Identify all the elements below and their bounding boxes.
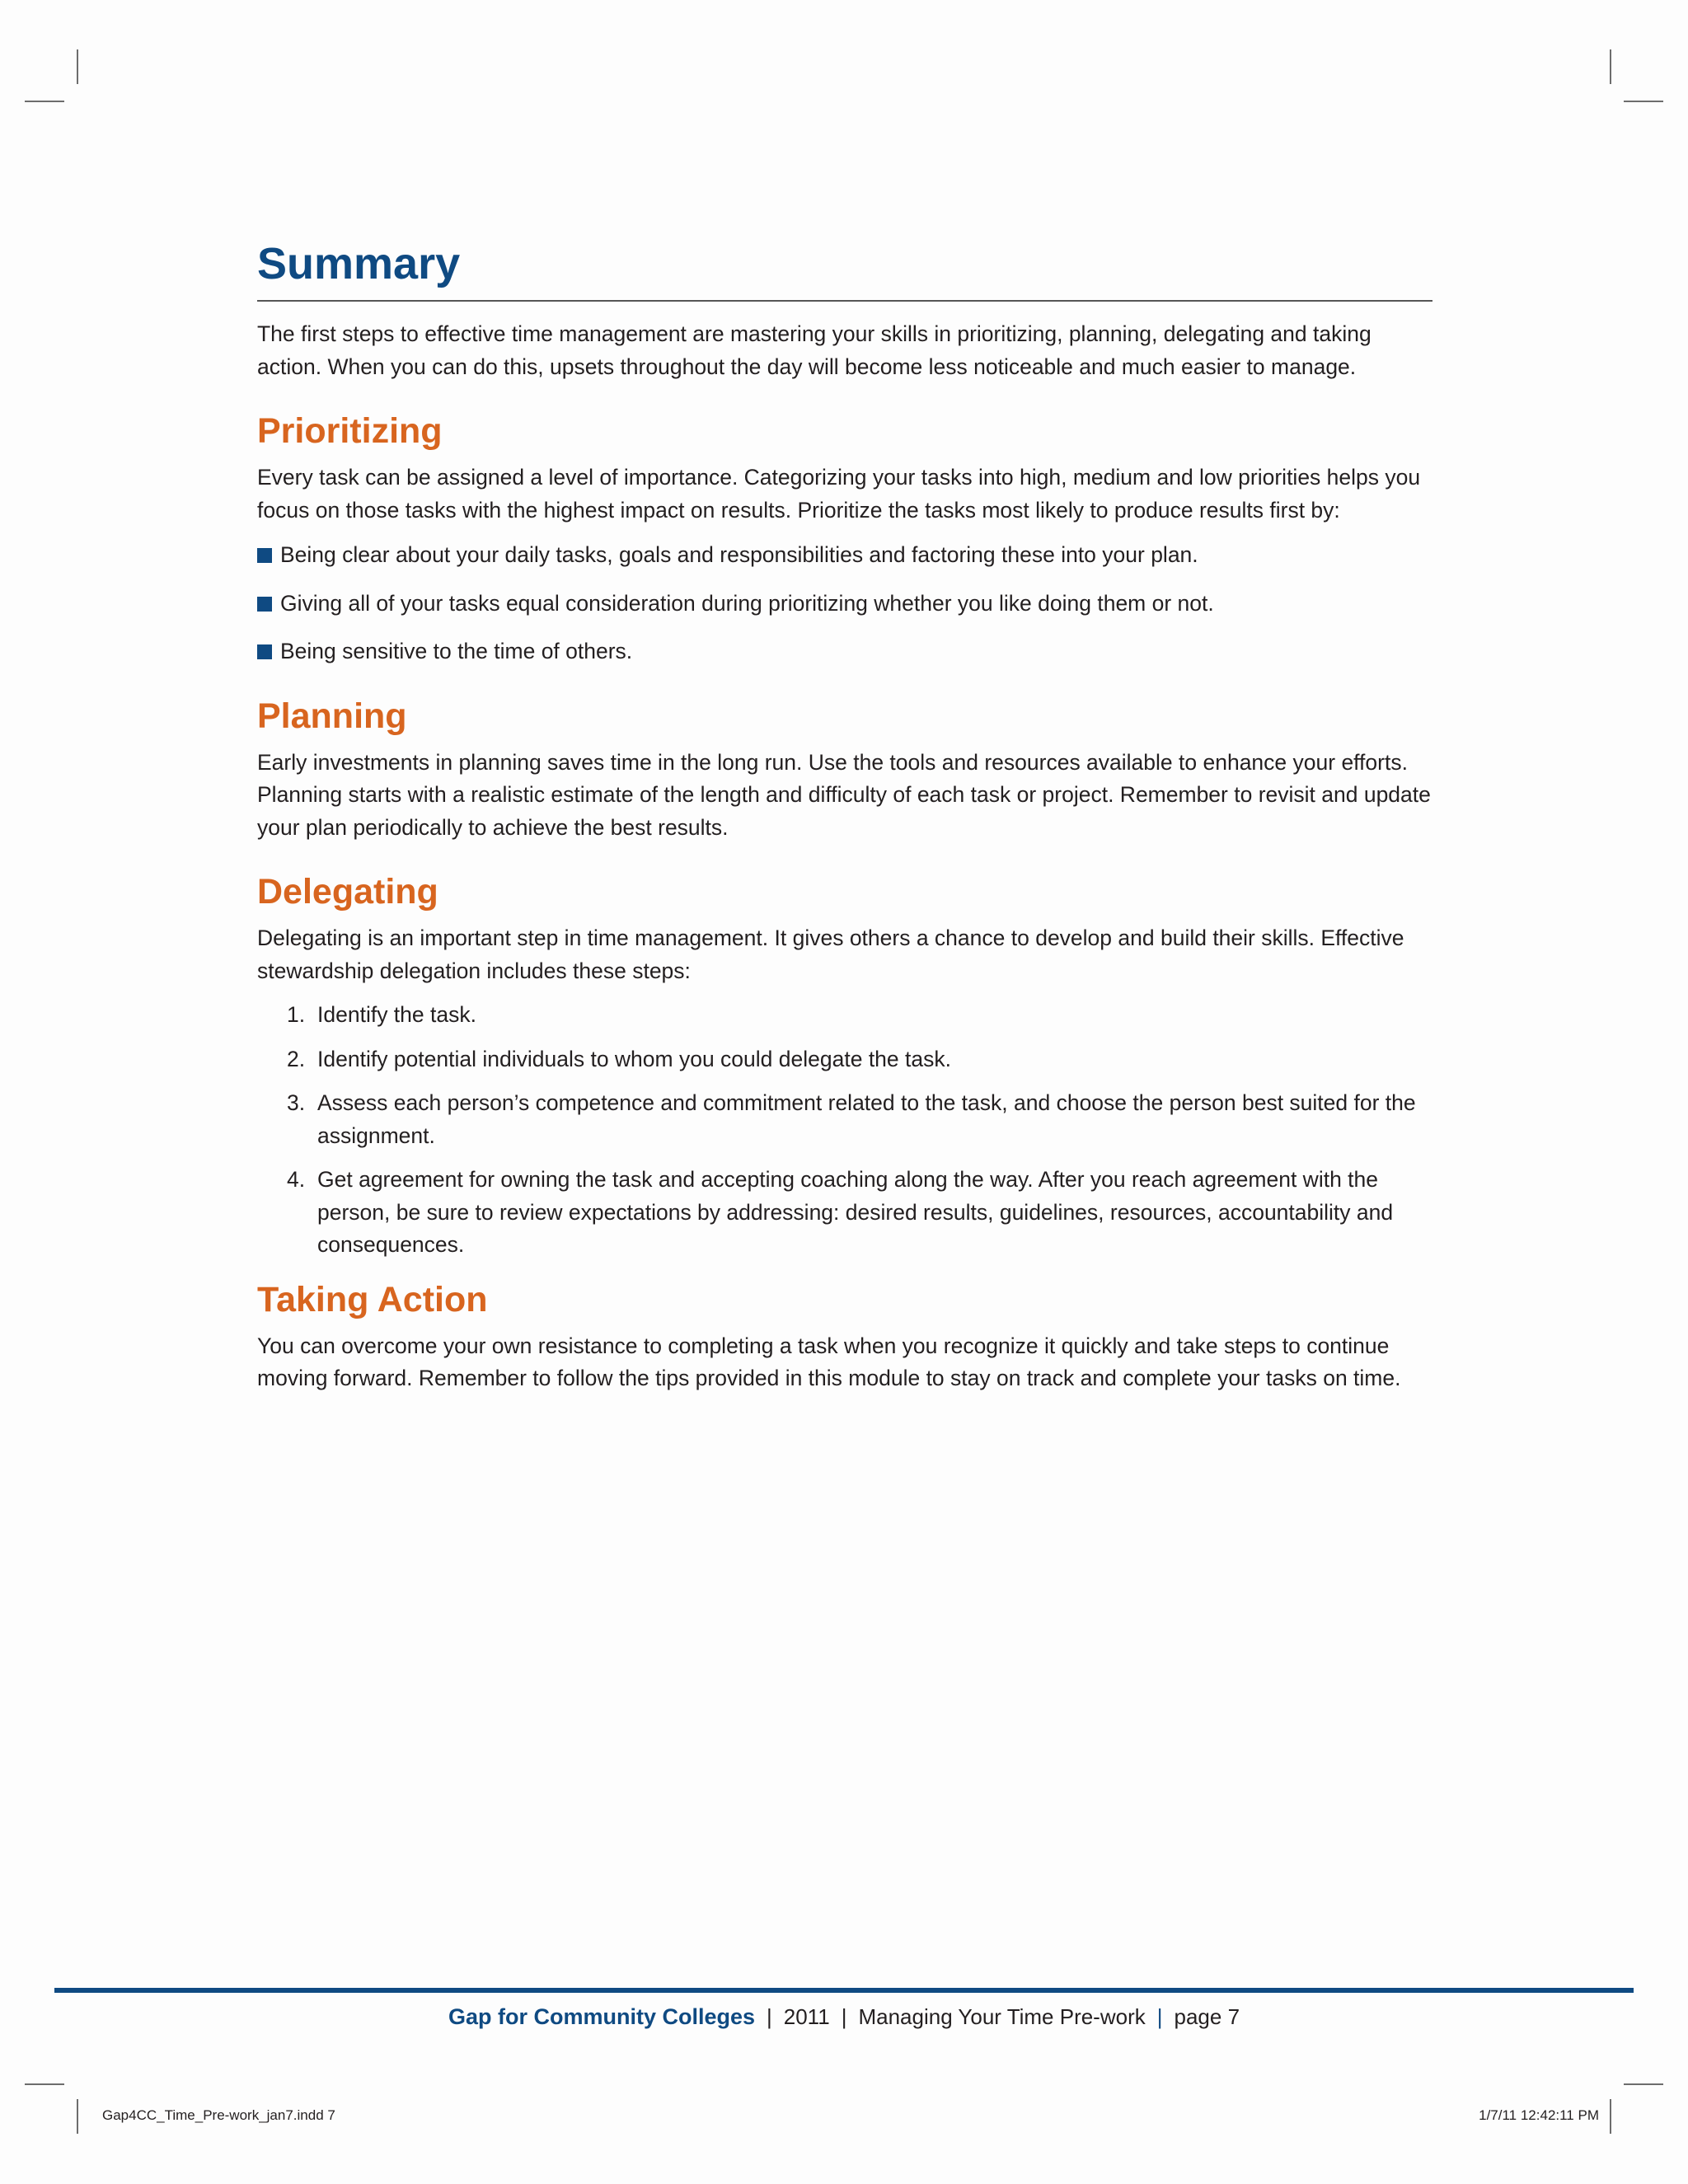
taking-action-heading: Taking Action — [257, 1279, 488, 1319]
footer-brand: Gap for Community Colleges — [448, 2004, 755, 2029]
step-text: Get agreement for owning the task and accepting coaching along the way. After you reach agreement with the person, be sure to review expectations by addressing: desired results, guidelines, resources, accountability and consequences. — [317, 1167, 1394, 1257]
delegation-steps-list — [257, 999, 1432, 1262]
footer-divider — [54, 1988, 1634, 1993]
footer-year: 2011 — [783, 2004, 830, 2029]
step-number: 2. — [287, 1046, 306, 1071]
title-divider — [257, 300, 1432, 302]
bullet-text: Being clear about your daily tasks, goals and responsibilities and factoring these into your plan. — [280, 542, 1198, 567]
step-text: Assess each person’s competence and commitment related to the task, and choose the person best suited for the assignment. — [317, 1090, 1416, 1148]
list-item — [257, 1164, 1432, 1262]
planning-paragraph: Early investments in planning saves time in the long run. Use the tools and resources available to enhance your efforts. Planning starts with a realistic estimate of the length and difficulty of each task or project. Remember to revisit and update your plan periodically to achieve the best results. — [257, 749, 1431, 840]
delegating-paragraph: Delegating is an important step in time management. It gives others a chance to develop and build their skills. Effective stewardship delegation includes these steps: — [257, 926, 1404, 983]
bullet-text: Being sensitive to the time of others. — [280, 639, 633, 663]
bullet-text: Giving all of your tasks equal consideration during prioritizing whether you like doing them or not. — [280, 590, 1214, 616]
crop-mark-bottom-right-vertical — [1610, 2099, 1611, 2134]
list-item — [257, 588, 1432, 621]
step-number: 4. — [287, 1167, 306, 1192]
taking-action-paragraph: You can overcome your own resistance to completing a task when you recognize it quickly and take steps to continue moving forward. Remember to follow the tips provided in this module to stay on track and complete your tasks on time. — [257, 1333, 1401, 1390]
prioritizing-paragraph: Every task can be assigned a level of importance. Categorizing your tasks into high, medium and low priorities helps you focus on those tasks with the highest impact on results. Prioritize the tasks most likely to produce results first by: — [257, 465, 1421, 523]
crop-mark-top-left-vertical — [77, 49, 78, 84]
list-item — [257, 1087, 1432, 1152]
footer-module: Managing Your Time Pre-work — [858, 2004, 1146, 2029]
crop-mark-bottom-left-horizontal — [25, 2083, 64, 2085]
crop-mark-top-left-horizontal — [25, 101, 64, 102]
crop-mark-bottom-left-vertical — [77, 2099, 78, 2134]
prioritizing-heading: Prioritizing — [257, 411, 443, 451]
footer-page-number: page 7 — [1174, 2004, 1240, 2029]
list-item — [257, 1043, 1432, 1076]
page-footer — [0, 2003, 1688, 2031]
square-bullet-icon — [257, 597, 272, 612]
step-text: Identify the task. — [317, 1002, 476, 1027]
footer-separator: | — [1156, 2004, 1163, 2029]
crop-mark-top-right-horizontal — [1624, 101, 1663, 102]
slug-timestamp: 1/7/11 12:42:11 PM — [1479, 2107, 1599, 2123]
page-content — [257, 235, 1432, 1395]
list-item — [257, 635, 1432, 668]
step-number: 3. — [287, 1090, 306, 1115]
square-bullet-icon — [257, 644, 272, 659]
prioritizing-bullet-list — [257, 539, 1432, 668]
footer-separator: | — [841, 2004, 847, 2029]
page-title: Summary — [257, 239, 461, 288]
slug-filename: Gap4CC_Time_Pre-work_jan7.indd 7 — [102, 2107, 335, 2123]
step-number: 1. — [287, 1002, 306, 1027]
intro-paragraph: The first steps to effective time management are mastering your skills in prioritizing, planning, delegating and taking action. When you can do this, upsets throughout the day will become less noticeable and much easier to manage. — [257, 321, 1372, 379]
planning-heading: Planning — [257, 696, 407, 736]
list-item — [257, 539, 1432, 572]
crop-mark-bottom-right-horizontal — [1624, 2083, 1663, 2085]
square-bullet-icon — [257, 548, 272, 563]
footer-separator: | — [767, 2004, 772, 2029]
step-text: Identify potential individuals to whom you could delegate the task. — [317, 1046, 951, 1071]
delegating-heading: Delegating — [257, 872, 438, 912]
list-item — [257, 999, 1432, 1032]
crop-mark-top-right-vertical — [1610, 49, 1611, 84]
